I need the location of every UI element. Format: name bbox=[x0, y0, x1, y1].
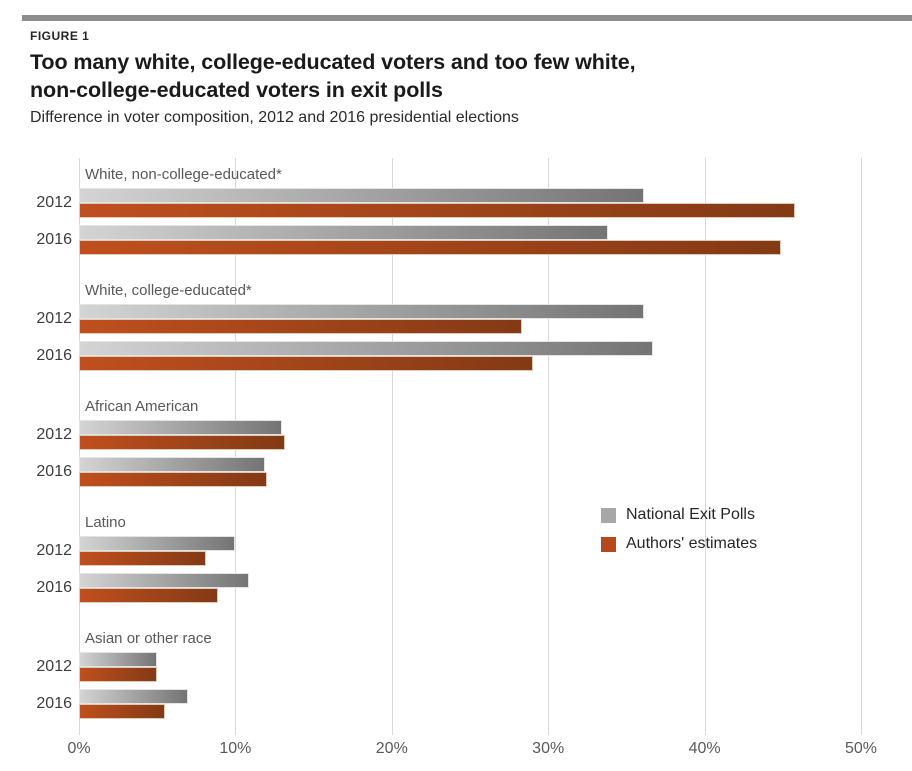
bar-exit-polls bbox=[79, 225, 608, 240]
year-label: 2016 bbox=[36, 347, 72, 364]
legend-item-authors bbox=[601, 535, 757, 553]
x-tick-label: 0% bbox=[67, 740, 91, 757]
plot-area bbox=[36, 158, 878, 757]
x-tick-label: 50% bbox=[844, 740, 878, 757]
group-label: African American bbox=[85, 398, 199, 415]
bar-exit-polls bbox=[79, 188, 644, 203]
authors-swatch-icon bbox=[601, 537, 616, 552]
bar-authors bbox=[79, 240, 781, 255]
year-label: 2012 bbox=[36, 310, 72, 327]
bar-authors bbox=[79, 588, 218, 603]
bar-exit-polls bbox=[79, 457, 265, 472]
x-tick-label: 30% bbox=[532, 740, 565, 757]
group-label: White, college-educated* bbox=[85, 282, 252, 299]
bar-authors bbox=[79, 319, 522, 334]
bar-exit-polls bbox=[79, 341, 653, 356]
x-tick-label: 20% bbox=[375, 740, 408, 757]
x-tick-label: 40% bbox=[688, 740, 721, 757]
bar-exit-polls bbox=[79, 536, 235, 551]
bar-exit-polls bbox=[79, 573, 249, 588]
bar-exit-polls bbox=[79, 689, 188, 704]
legend-label: Authors' estimates bbox=[626, 535, 758, 552]
figure-number-label: FIGURE 1 bbox=[30, 29, 90, 43]
year-label: 2012 bbox=[36, 194, 72, 211]
year-label: 2016 bbox=[36, 463, 72, 480]
chart-title-line1: Too many white, college-educated voters and too few white, bbox=[30, 50, 636, 74]
chart-subtitle: Difference in voter composition, 2012 and 2016 presidential elections bbox=[30, 109, 519, 126]
bar-authors bbox=[79, 704, 165, 719]
bar-authors bbox=[79, 551, 206, 566]
exit-polls-swatch-icon bbox=[601, 508, 616, 523]
bar-authors bbox=[79, 435, 285, 450]
legend-label: National Exit Polls bbox=[626, 506, 755, 523]
bar-exit-polls bbox=[79, 304, 644, 319]
group-label: Asian or other race bbox=[85, 630, 212, 647]
year-label: 2012 bbox=[36, 658, 72, 675]
bar-authors bbox=[79, 667, 157, 682]
group-label: White, non-college-educated* bbox=[85, 166, 282, 183]
year-label: 2012 bbox=[36, 426, 72, 443]
bar-authors bbox=[79, 203, 795, 218]
chart-title bbox=[30, 48, 635, 104]
year-label: 2012 bbox=[36, 542, 72, 559]
top-rule bbox=[22, 15, 912, 21]
gridline bbox=[861, 158, 862, 735]
x-tick-label: 10% bbox=[219, 740, 252, 757]
year-label: 2016 bbox=[36, 579, 72, 596]
legend bbox=[601, 506, 757, 564]
bar-exit-polls bbox=[79, 652, 157, 667]
bar-authors bbox=[79, 356, 533, 371]
year-label: 2016 bbox=[36, 231, 72, 248]
group-label: Latino bbox=[85, 514, 126, 531]
bar-exit-polls bbox=[79, 420, 282, 435]
legend-item-exit-polls bbox=[601, 506, 757, 524]
chart-title-line2: non-college-educated voters in exit polls bbox=[30, 78, 443, 102]
year-label: 2016 bbox=[36, 695, 72, 712]
bar-authors bbox=[79, 472, 267, 487]
